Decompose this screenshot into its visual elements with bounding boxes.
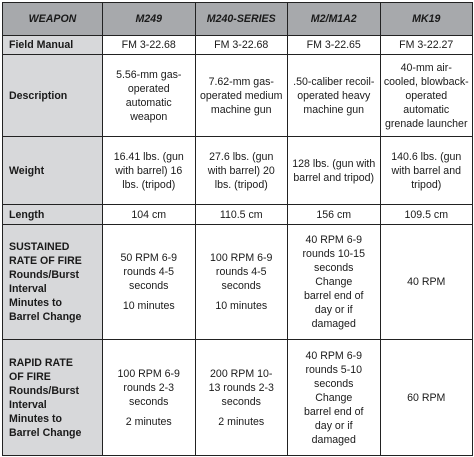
cell-line: 40 RPM 6-9 xyxy=(305,234,363,246)
cell-weight-m240: 27.6 lbs. (gun with barrel) 20 lbs. (tripod) xyxy=(195,137,288,205)
row-length xyxy=(3,205,473,225)
cell-description-mk19: 40-mm air- cooled, blowback-operated automatic grenade launcher xyxy=(380,55,473,137)
cell-weight-mk19: 140.6 lbs. (gun with barrel and tripod) xyxy=(380,137,473,205)
cell-line: seconds xyxy=(129,395,169,408)
cell-line: damaged xyxy=(311,318,356,330)
cell-length-m249: 104 cm xyxy=(103,205,196,225)
row-description xyxy=(3,55,473,137)
row-weight xyxy=(3,137,473,205)
cell-length-m240: 110.5 cm xyxy=(195,205,288,225)
cell-sustained-m2 xyxy=(288,225,381,340)
label-line: Interval xyxy=(9,398,47,411)
cell-sustained-m249 xyxy=(103,225,196,340)
header-m2-m1a2: M2/M1A2 xyxy=(288,3,381,36)
weapon-comparison-table xyxy=(2,2,473,456)
cell-line: 13 rounds 2-3 xyxy=(208,381,274,394)
cell-line: 10 minutes xyxy=(215,300,268,312)
cell-rapid-m2 xyxy=(288,340,381,456)
row-field-manual xyxy=(3,36,473,55)
cell-line: 40 RPM xyxy=(407,276,446,288)
header-mk19: MK19 xyxy=(380,3,473,36)
cell-line: day or if xyxy=(314,304,353,316)
cell-length-m2: 156 cm xyxy=(288,205,381,225)
label-line: Rounds/Burst xyxy=(9,384,80,397)
cell-line: 60 RPM xyxy=(407,391,446,404)
cell-line: day or if xyxy=(314,419,353,432)
label-line: SUSTAINED xyxy=(9,241,70,253)
cell-line: 2 minutes xyxy=(125,415,172,428)
cell-line: 2 minutes xyxy=(218,415,265,428)
cell-line: 100 RPM 6-9 xyxy=(210,252,273,264)
row-rapid-rate xyxy=(3,340,473,456)
cell-weight-m2: 128 lbs. (gun with barrel and tripod) xyxy=(288,137,381,205)
label-line: Barrel Change xyxy=(9,426,82,439)
cell-line: Change xyxy=(315,276,353,288)
label-line: Interval xyxy=(9,283,47,295)
label-line: OF FIRE xyxy=(9,370,51,383)
cell-line: rounds 5-10 xyxy=(305,363,363,376)
cell-line: rounds 2-3 xyxy=(123,381,175,394)
cell-line: rounds 10-15 xyxy=(302,248,365,260)
cell-line: seconds xyxy=(221,280,261,292)
cell-line: barrel end of xyxy=(304,405,364,418)
cell-line: rounds 4-5 xyxy=(123,266,175,278)
cell-line: barrel end of xyxy=(304,290,364,302)
cell-line: Change xyxy=(315,391,353,404)
row-label-length: Length xyxy=(3,205,103,225)
cell-field-manual-m240: FM 3-22.68 xyxy=(195,36,288,55)
row-label-field-manual: Field Manual xyxy=(3,36,103,55)
cell-field-manual-m249: FM 3-22.68 xyxy=(103,36,196,55)
row-label-sustained-rate xyxy=(3,225,103,340)
cell-line: 50 RPM 6-9 xyxy=(120,252,178,264)
cell-line: seconds xyxy=(314,377,354,390)
cell-length-mk19: 109.5 cm xyxy=(380,205,473,225)
row-label-rapid-rate xyxy=(3,340,103,456)
label-line: Minutes to xyxy=(9,297,62,309)
cell-weight-m249: 16.41 lbs. (gun with barrel) 16 lbs. (tripod) xyxy=(103,137,196,205)
header-weapon: WEAPON xyxy=(3,3,103,36)
cell-line: rounds 4-5 xyxy=(215,266,267,278)
header-m249: M249 xyxy=(103,3,196,36)
cell-rapid-m240 xyxy=(195,340,288,456)
cell-line: seconds xyxy=(314,262,354,274)
cell-line: damaged xyxy=(311,433,356,446)
header-row xyxy=(3,3,473,36)
cell-sustained-m240 xyxy=(195,225,288,340)
row-label-weight: Weight xyxy=(3,137,103,205)
cell-line: seconds xyxy=(221,395,261,408)
label-line: RATE OF FIRE xyxy=(9,255,82,267)
cell-description-m240: 7.62-mm gas-operated medium machine gun xyxy=(195,55,288,137)
label-line: Minutes to xyxy=(9,412,62,425)
row-label-description: Description xyxy=(3,55,103,137)
label-line: Barrel Change xyxy=(9,311,82,323)
cell-field-manual-mk19: FM 3-22.27 xyxy=(380,36,473,55)
label-line: RAPID RATE xyxy=(9,356,73,369)
cell-line: 10 minutes xyxy=(122,300,175,312)
cell-sustained-mk19 xyxy=(380,225,473,340)
cell-line: 100 RPM 6-9 xyxy=(117,367,180,380)
cell-field-manual-m2: FM 3-22.65 xyxy=(288,36,381,55)
row-sustained-rate xyxy=(3,225,473,340)
cell-rapid-mk19 xyxy=(380,340,473,456)
cell-description-m2: .50-caliber recoil-operated heavy machine gun xyxy=(288,55,381,137)
label-line: Rounds/Burst xyxy=(9,269,80,281)
cell-line: seconds xyxy=(129,280,169,292)
cell-line: 40 RPM 6-9 xyxy=(305,349,363,362)
cell-rapid-m249 xyxy=(103,340,196,456)
cell-description-m249: 5.56-mm gas-operated automatic weapon xyxy=(103,55,196,137)
cell-line: 200 RPM 10- xyxy=(210,367,273,380)
header-m240-series: M240-SERIES xyxy=(195,3,288,36)
